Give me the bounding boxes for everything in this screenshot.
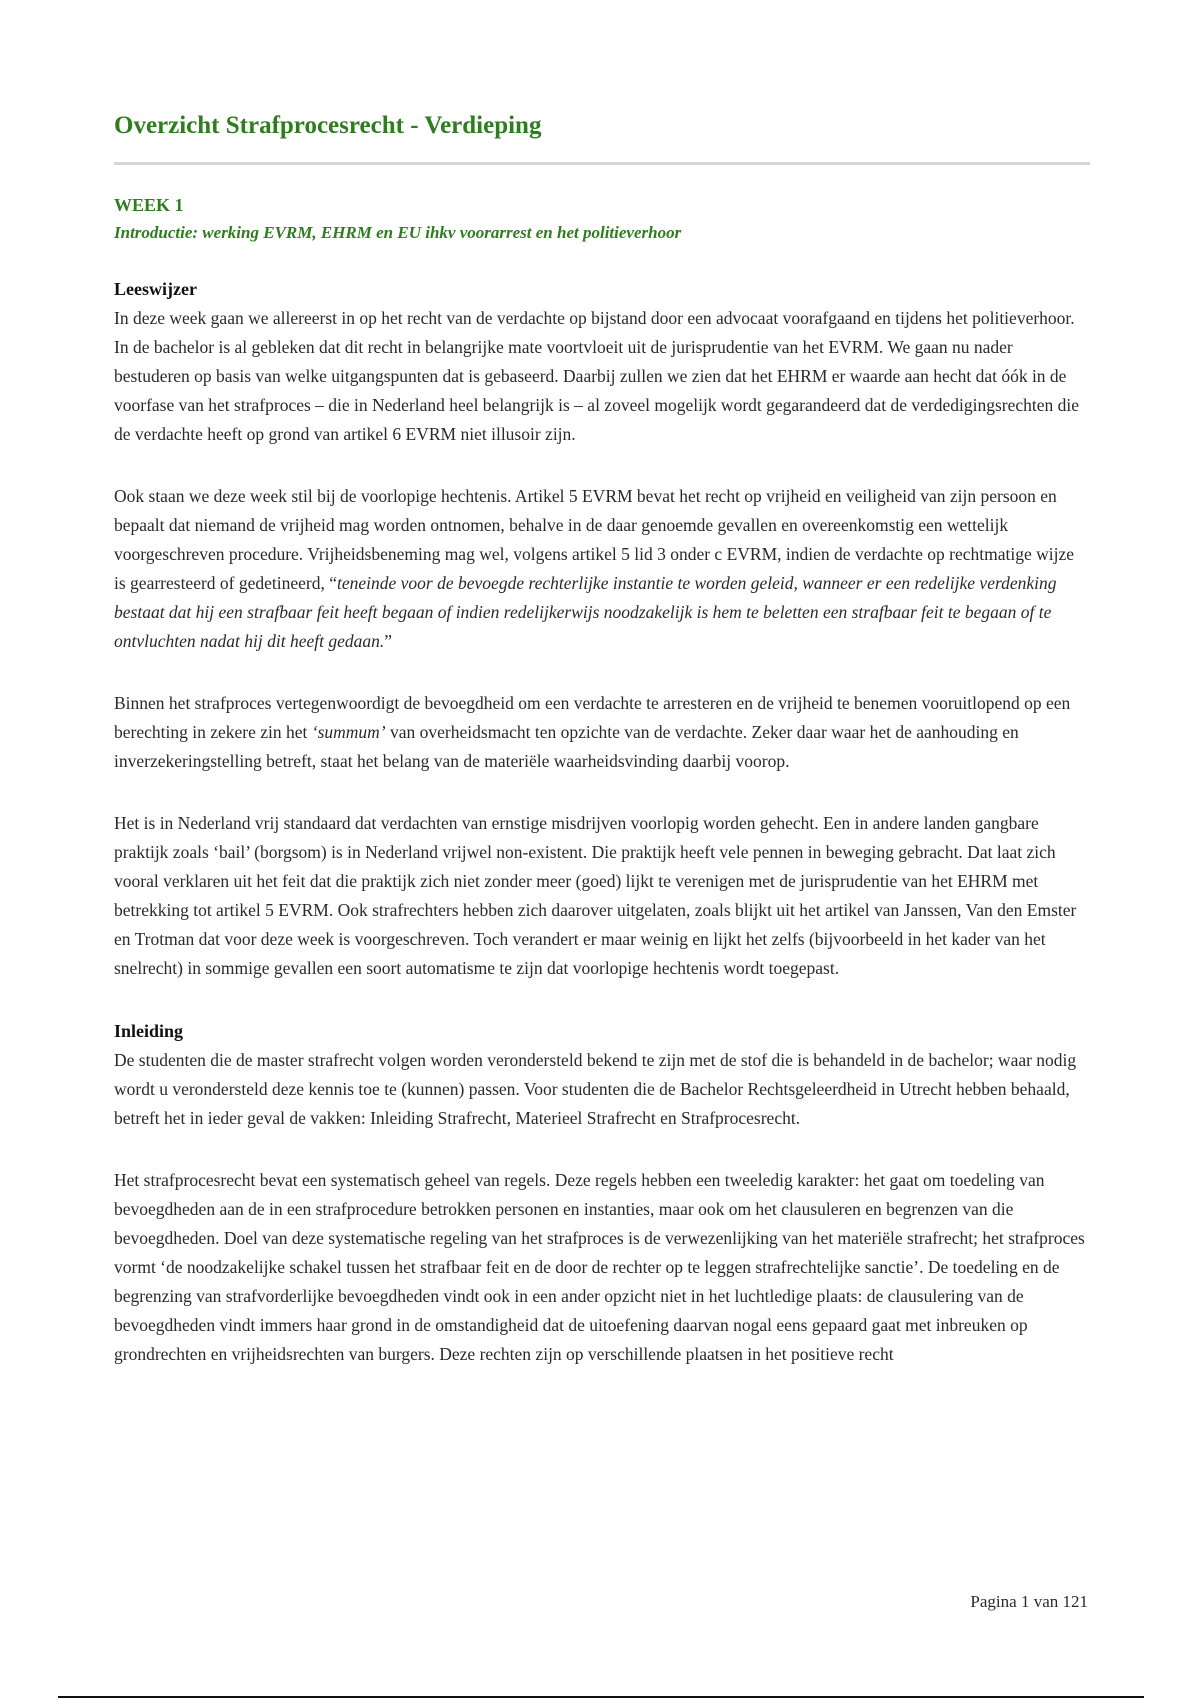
paragraph-leeswijzer-2 [114, 482, 1090, 656]
current-page: 1 [1020, 1592, 1030, 1611]
title-divider [114, 162, 1090, 165]
section-heading-inleiding: Inleiding [114, 1021, 184, 1041]
week-subtitle: Introductie: werking EVRM, EHRM en EU ihkv voorarrest en het politieverhoor [114, 223, 682, 242]
paragraph-text: Binnen het strafproces vertegenwoordigt de bevoegdheid om een verdachte te arresteren en de vrijheid te benemen vooruitlopend op een berechting in zekere zin het [114, 693, 1071, 742]
page-number [970, 1592, 1088, 1612]
spacer [114, 1133, 1090, 1166]
spacer [114, 247, 1090, 275]
week-label: WEEK 1 [114, 195, 184, 215]
paragraph-inleiding-1: De studenten die de master strafrecht volgen worden verondersteld bekend te zijn met de stof die is behandeld in de bachelor; waar nodig wordt u verondersteld deze kennis toe te (kunnen) passen. Voor studenten die de Bachelor Rechtsgeleerdheid in Utrecht hebben behaald, betreft het in ieder geval de vakken: Inleiding Strafrecht, Materieel Strafrecht en Strafprocesrecht. [114, 1050, 1077, 1128]
spacer [114, 449, 1090, 482]
closing-quote: ” [384, 631, 393, 651]
paragraph-leeswijzer-3 [114, 689, 1090, 776]
spacer [114, 656, 1090, 689]
page-separator: van [1033, 1592, 1059, 1611]
quoted-article-text: teneinde voor de bevoegde rechterlijke instantie te worden geleid, wanneer er een redelijke verdenking bestaat dat hij een strafbaar feit heeft begaan of indien redelijkerwijs noodzakelijk is hem te beletten een strafbaar feit te begaan of te ontvluchten nadat hij dit heeft gedaan. [114, 573, 1057, 651]
total-pages: 121 [1062, 1592, 1088, 1611]
emphasized-term: ‘summum’ [311, 722, 386, 742]
page-label: Pagina [970, 1592, 1017, 1611]
paragraph-leeswijzer-1: In deze week gaan we allereerst in op het recht van de verdachte op bijstand door een advocaat voorafgaand en tijdens het politieverhoor. In de bachelor is al gebleken dat dit recht in belangrijke mate voortvloeit uit de jurisprudentie van het EVRM. We gaan nu nader bestuderen op basis van welke uitgangspunten dat is gebaseerd. Daarbij zullen we zien dat het EHRM er waarde aan hecht dat óók in de voorfase van het strafproces – die in Nederland heel belangrijk is – al zoveel mogelijk wordt gegarandeerd dat de verdedigingsrechten die de verdachte heeft op grond van artikel 6 EVRM niet illusoir zijn. [114, 308, 1080, 444]
document-title: Overzicht Strafprocesrecht - Verdieping [114, 112, 542, 139]
section-heading-leeswijzer: Leeswijzer [114, 279, 197, 299]
paragraph-text: Ook staan we deze week stil bij de voorlopige hechtenis. Artikel 5 EVRM bevat het recht op vrijheid en veiligheid van zijn persoon en bepaalt dat niemand de vrijheid mag worden ontnomen, behalve in de daar genoemde gevallen en overeenkomstig een wettelijk voorgeschreven procedure. Vrijheidsbeneming mag wel, volgens artikel 5 lid 3 onder c EVRM, indien de verdachte op rechtmatige wijze is gearresteerd of gedetineerd, “ [114, 486, 1075, 593]
paragraph-leeswijzer-4: Het is in Nederland vrij standaard dat verdachten van ernstige misdrijven voorlopig worden gehecht. Een in andere landen gangbare praktijk zoals ‘bail’ (borgsom) is in Nederland vrijwel non-existent. Die praktijk heeft vele pennen in beweging gebracht. Dat laat zich vooral verklaren uit het feit dat die praktijk zich niet zonder meer (goed) lijkt te verenigen met de jurisprudentie van het EHRM met betrekking tot artikel 5 EVRM. Ook strafrechters hebben zich daarover uitgelaten, zoals blijkt uit het artikel van Janssen, Van den Emster en Trotman dat voor deze week is voorgeschreven. Toch verandert er maar weinig en lijkt het zelfs (bijvoorbeeld in het kader van het snelrecht) in sommige gevallen een soort automatisme te zijn dat voorlopige hechtenis wordt toegepast. [114, 813, 1077, 978]
spacer [114, 983, 1090, 1017]
paragraph-text: van overheidsmacht ten opzichte van de verdachte. Zeker daar waar het de aanhouding en inverzekeringstelling betreft, staat het belang van de materiële waarheidsvinding daarbij voorop. [114, 722, 1019, 771]
document-page [114, 108, 1090, 1369]
paragraph-inleiding-2: Het strafprocesrecht bevat een systematisch geheel van regels. Deze regels hebben een tweeledig karakter: het gaat om toedeling van bevoegdheden aan de in een strafprocedure betrokken personen en instanties, maar ook om het clausuleren en begrenzen van die bevoegdheden. Doel van deze systematische regeling van het strafproces is de verwezenlijking van het materiële strafrecht; het strafproces vormt ‘de noodzakelijke schakel tussen het strafbaar feit en de door de rechter op te leggen strafrechtelijke sanctie’. De toedeling en de begrenzing van strafvorderlijke bevoegdheden vindt ook in een ander opzicht niet in het luchtledige plaats: de clausulering van de bevoegdheden vindt immers haar grond in de omstandigheid dat de uitoefening daarvan nogal eens gepaard gaat met inbreuken op grondrechten en vrijheidsrechten van burgers. Deze rechten zijn op verschillende plaatsen in het positieve recht [114, 1170, 1085, 1364]
bottom-divider [58, 1696, 1144, 1698]
spacer [114, 776, 1090, 809]
